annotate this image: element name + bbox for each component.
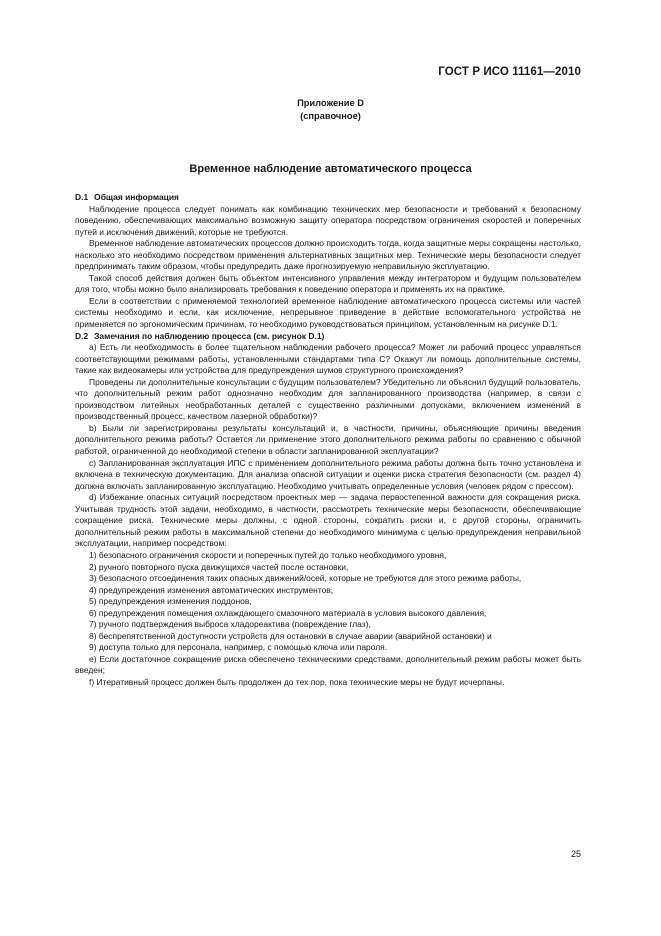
list-item: 8) беспрепятственной доступности устройств для остановки в случае аварии (аварийной остановки) и — [89, 630, 492, 641]
paragraph: f) Итеративный процесс должен быть продолжен до тех пор, пока технические меры не будут исчерпаны. — [89, 676, 505, 687]
paragraph: Наблюдение процесса следует понимать как комбинацию технических мер безопасности и требований к безопасному поведению, обеспечивающих максимально возможную защиту оператора посредством ограничения скоростей и поперечных путей и исключения движений, которые не требуются. — [75, 203, 581, 237]
list-item: 1) безопасного ограничения скорости и поперечных путей до только необходимого уровня, — [89, 549, 447, 560]
list-item: 6) предупреждения помещения охлаждающего смазочного материала в условия высокого давления, — [89, 607, 487, 618]
list-item: 7) ручного подтверждения выброса хладореактива (повреждение глаз), — [89, 619, 371, 630]
list-item: 9) доступа только для персонала, например, с помощью ключа или пароля. — [89, 642, 388, 653]
document-title: Временное наблюдение автоматического процесса — [189, 163, 472, 175]
section-title: Замечания по наблюдению процесса (см. рисунок D.1) — [94, 330, 325, 341]
standard-designation: ГОСТ Р ИСО 11161—2010 — [438, 66, 581, 78]
paragraph: е) Если достаточное сокращение риска обеспечено техническими средствами, дополнительный режим работы может быть введен; — [75, 653, 581, 676]
list-item: 2) ручного повторного пуска движущихся частей после остановки, — [89, 561, 349, 572]
section-number: D.1 — [75, 192, 89, 202]
section-number: D.2 — [75, 330, 89, 341]
paragraph: d) Избежание опасных ситуаций посредством проектных мер — задача первостепенной важности для сокращения риска. Учитывая трудность этой задачи, необходимо, в частности, рассмотреть технические меры безопасности, обеспечивающие сокращение риска. Технические меры должны, с одной стороны, сократить риски и, с другой стороны, ограничить дополнительный режим работы в максимальной степени до необходимого минимума с целью предупреждения неправильной эксплуатации, например посредством: — [75, 492, 581, 549]
annex-title: Приложение D — [297, 98, 364, 108]
section-title: Общая информация — [94, 192, 179, 202]
section-heading — [75, 192, 581, 204]
paragraph: b) Были ли зарегистрированы результаты консультаций и, в частности, причины, объясняющие причины введения дополнительного режима работы? Остается ли применение этого дополнительного режима работы по сравнению с обычной работой, ограниченной до необходимой степени в области запланированной эксплуатации? — [75, 422, 581, 457]
paragraph: Если в соответствии с применяемой технологией временное наблюдение автоматического процесса системы или частей системы необходимо и если, как исключение, непрерывное приведение в действие вспомогательного устройства не применяется по эргономическим причинам, то необходимо руководствоваться принципом, установленным на рисунке D.1. — [75, 295, 581, 330]
list-item: 5) предупреждения изменения поддонов, — [89, 596, 252, 607]
paragraph: с) Запланированная эксплуатация ИПС с применением дополнительного режима работы должна быть точно установлена и включена в техническую документацию. Для анализа опасной ситуации и оценки риска стратегия безопасности (см. раздел 4) должна включать запланированную эксплуатацию. Необходимо учитывать определенные условия (человек рядом с прессом). — [75, 457, 581, 491]
list-item: 3) безопасного отсоединения таких опасных движений/осей, которые не требуются для этого режима работы, — [89, 573, 522, 584]
paragraph: Временное наблюдение автоматических процессов должно происходить тогда, когда защитные меры сокращены настолько, насколько это необходимо посредством применения альтернативных защитных мер. Технические меры безопасности следует предпринимать таким образом, чтобы предупредить даже прогнозируемую неправильную эксплуатацию. — [75, 238, 581, 272]
paragraph: Проведены ли дополнительные консультации с будущим пользователем? Убедительно ли объяснил будущий пользователь, что дополнительный режим работ однозначно необходим для запланированного производства (например, в связи с производством литейных необработанных деталей с существенно различными допусками, включением изменений в производственный процесс, качеством лазерной обработки)? — [75, 376, 581, 422]
document-body — [75, 192, 581, 689]
list-item: 4) предупреждения изменения автоматических инструментов, — [89, 584, 334, 595]
page-number: 25 — [570, 849, 581, 859]
annex-note: (справочное) — [300, 111, 361, 121]
paragraph: а) Есть ли необходимость в более тщательном наблюдении рабочего процесса? Может ли рабочий процесс управляться соответствующими режимами работы, установленными стандартами типа С? Окажут ли помощь дополнительные системы, такие как видеокамеры или устройства для предупреждения шумов структурного происхождения? — [75, 342, 581, 376]
annex-heading — [0, 97, 661, 123]
paragraph: Такой способ действия должен быть объектом интенсивного управления между интегратором и будущим пользователем для того, чтобы можно было анализировать требования к поведению оператора и применять их на практике. — [75, 272, 581, 295]
section-heading — [75, 331, 581, 343]
